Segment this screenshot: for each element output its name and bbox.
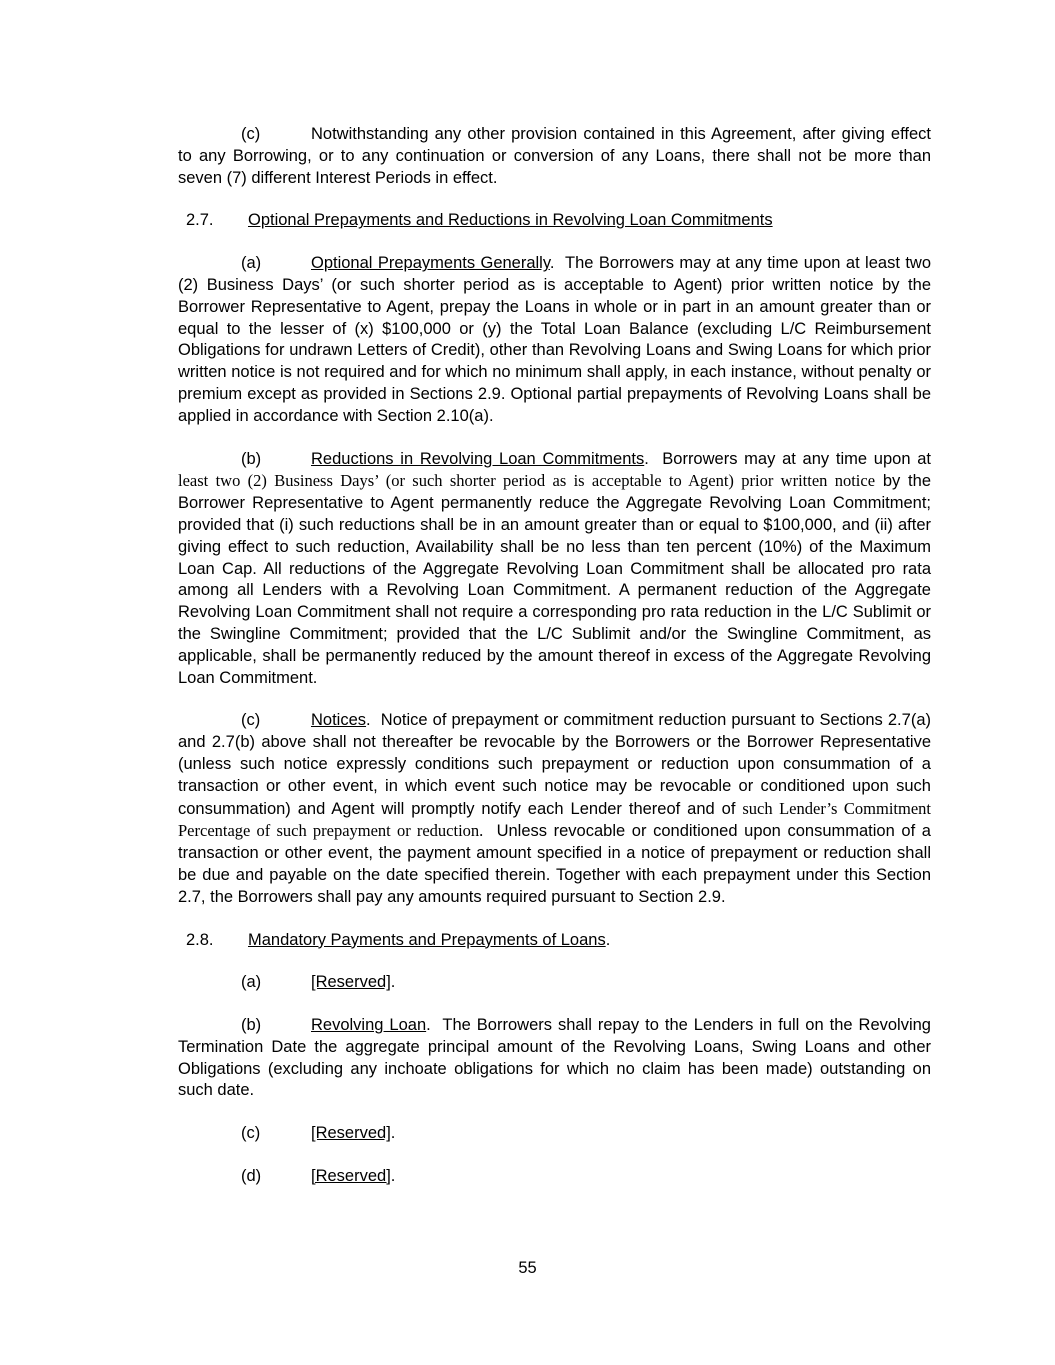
paragraph-reserved-c: (c) [Reserved].: [178, 1123, 931, 1145]
paragraph-text: Notwithstanding any other provision contained in this Agreement, after giving effect to any Borrowing, or to any continuation or conversion of any Loans, there shall not be more than seven (7) different Interest Periods in effect.: [178, 125, 931, 187]
paragraph-revolving-loan: (b) Revolving Loan. The Borrowers shall repay to the Lenders in full on the Revolving Termination Date the aggregate principal amount of the Revolving Loans, Swing Loans and other Obligations (excluding any inchoate obligations for which no claim has been made) outstanding on such date.: [178, 1016, 931, 1100]
paragraph-label: (d): [241, 1167, 262, 1186]
paragraph-label: (a): [241, 254, 262, 273]
paragraph-text-continued: by the Borrower Representative to Agent permanently reduce the Aggregate Revolving Loan Commitment; provided that (i) such reductions shall be in an amount greater than or equal to $100,000, and (ii) after giving effect to such reduction, Availability shall be no less than ten percent (10%) of the Maximum Loan Cap. All reductions of the Aggregate Revolving Loan Commitment shall be allocated pro rata among all Lenders with a Revolving Loan Commitment. A permanent reduction of the Aggregate Revolving Loan Commitment shall not require a corresponding pro rata reduction in the L/C Sublimit or the Swingline Commitment; provided that the L/C Sublimit and/or the Swingline Commitment, as applicable, shall be permanently reduced by the amount thereof in excess of the Aggregate Revolving Loan Commitment.: [178, 472, 931, 687]
paragraph-text-serif: least two (2) Business Days’ (or such shorter period as is acceptable to Agent) prior written notice: [178, 471, 876, 491]
section-number: 2.7.: [186, 211, 214, 230]
paragraph-caption: Optional Prepayments Generally: [311, 254, 550, 273]
document-page: [178, 124, 931, 1209]
page-number: 55: [518, 1259, 537, 1277]
section-heading-2-7: [178, 210, 931, 232]
paragraph-text: Borrowers may at any time upon at: [662, 449, 931, 468]
paragraph-commitment-reductions: (b) Reductions in Revolving Loan Commitments. Borrowers may at any time upon at least two (2) Business Days’ (or such shorter period as is acceptable to Agent) prior written notice by the Borrower Representative to Agent permanently reduce the Aggregate Revolving Loan Commitment; provided that (i) such reductions shall be in an amount greater than or equal to $100,000, and (ii) after giving effect to such reduction, Availability shall be no less than ten percent (10%) of the Maximum Loan Cap. All reductions of the Aggregate Revolving Loan Commitment shall be allocated pro rata among all Lenders with a Revolving Loan Commitment. A permanent reduction of the Aggregate Revolving Loan Commitment shall not require a corresponding pro rata reduction in the L/C Sublimit or the Swingline Commitment; provided that the L/C Sublimit and/or the Swingline Commitment, as applicable, shall be permanently reduced by the amount thereof in excess of the Aggregate Revolving Loan Commitment.: [178, 449, 931, 687]
section-title: Mandatory Payments and Prepayments of Loans: [248, 930, 606, 949]
paragraph-text-continued: Unless revocable or conditioned upon consummation of a transaction or other event, the payment amount specified in a notice of prepayment or reduction shall be due and payable on the date specified therein. Together with each prepayment under this Section 2.7, the Borrowers shall pay any amounts required pursuant to Section 2.9.: [178, 822, 931, 906]
paragraph-text-serif: such Lender’s Commitment Percentage of such prepayment or reduction.: [178, 798, 931, 841]
paragraph-label: (a): [241, 973, 262, 992]
paragraph-label: (b): [241, 449, 262, 468]
paragraph-caption: [Reserved]: [311, 973, 391, 992]
paragraph-notices: (c) Notices. Notice of prepayment or commitment reduction pursuant to Sections 2.7(a) and 2.7(b) above shall not thereafter be revocable by the Borrowers or the Borrower Representative (unless such notice expressly conditions such prepayment or reduction upon consummation of a transaction or other event, in which event such notice may be revocable or conditioned upon such consummation) and Agent will promptly notify each Lender thereof and of such Lender’s Commitment Percentage of such prepayment or reduction. Unless revocable or conditioned upon consummation of a transaction or other event, the payment amount specified in a notice of prepayment or reduction shall be due and payable on the date specified therein. Together with each prepayment under this Section 2.7, the Borrowers shall pay any amounts required pursuant to Section 2.9.: [178, 711, 931, 906]
paragraph-caption: Revolving Loan: [311, 1016, 427, 1035]
paragraph-caption: Notices: [311, 711, 367, 730]
paragraph-caption: [Reserved]: [311, 1124, 391, 1143]
paragraph-label: (c): [241, 125, 261, 143]
paragraph-reserved-a: (a) [Reserved].: [178, 972, 931, 994]
paragraph-reserved-d: (d) [Reserved].: [178, 1166, 931, 1188]
paragraph-caption: Reductions in Revolving Loan Commitments: [311, 449, 645, 468]
paragraph-label: (b): [241, 1016, 262, 1035]
paragraph-text: Notice of prepayment or commitment reduction pursuant to Sections 2.7(a) and 2.7(b) above shall not thereafter be revocable by the Borrowers or the Borrower Representative (unless such notice expressly conditions such prepayment or reduction upon consummation of a transaction or other event, in which event such notice may be revocable or conditioned upon such consummation) and Agent will promptly notify each Lender thereof and of: [178, 711, 931, 818]
section-title: Optional Prepayments and Reductions in Revolving Loan Commitments: [248, 211, 773, 230]
paragraph-optional-prepayments: (a) Optional Prepayments Generally. The Borrowers may at any time upon at least two (2) Business Days’ (or such shorter period as is acceptable to Agent) prior written notice by the Borrower Representative to Agent, prepay the Loans in whole or in part in an amount greater than or equal to the lesser of (x) $100,000 or (y) the Total Loan Balance (excluding L/C Reimbursement Obligations for undrawn Letters of Credit), other than Revolving Loans and Swing Loans for which prior written notice is not required and for which no minimum shall apply, in each instance, without penalty or premium except as provided in Sections 2.9. Optional partial prepayments of Revolving Loans shall be applied in accordance with Section 2.10(a).: [178, 254, 931, 425]
section-number: 2.8.: [186, 930, 214, 949]
paragraph-caption: [Reserved]: [311, 1167, 391, 1186]
paragraph-text: The Borrowers may at any time upon at least two (2) Business Days’ (or such shorter period as is acceptable to Agent) prior written notice by the Borrower Representative to Agent, prepay the Loans in whole or in part in an amount greater than or equal to the lesser of (x) $100,000 or (y) the Total Loan Balance (excluding L/C Reimbursement Obligations for undrawn Letters of Credit), other than Revolving Loans and Swing Loans for which prior written notice is not required and for which no minimum shall apply, in each instance, without penalty or premium except as provided in Sections 2.9. Optional partial prepayments of Revolving Loans shall be applied in accordance with Section 2.10(a).: [178, 254, 931, 425]
section-heading-2-8: 2.8. Mandatory Payments and Prepayments of Loans.: [178, 930, 931, 952]
paragraph-text: The Borrowers shall repay to the Lenders in full on the Revolving Termination Date the aggregate principal amount of the Revolving Loans, Swing Loans and other Obligations (excluding any inchoate obligations for which no claim has been made) outstanding on such date.: [178, 1016, 931, 1100]
paragraph-label: (c): [241, 1124, 261, 1143]
paragraph-label: (c): [241, 711, 261, 730]
paragraph-interest-periods: [178, 124, 931, 189]
